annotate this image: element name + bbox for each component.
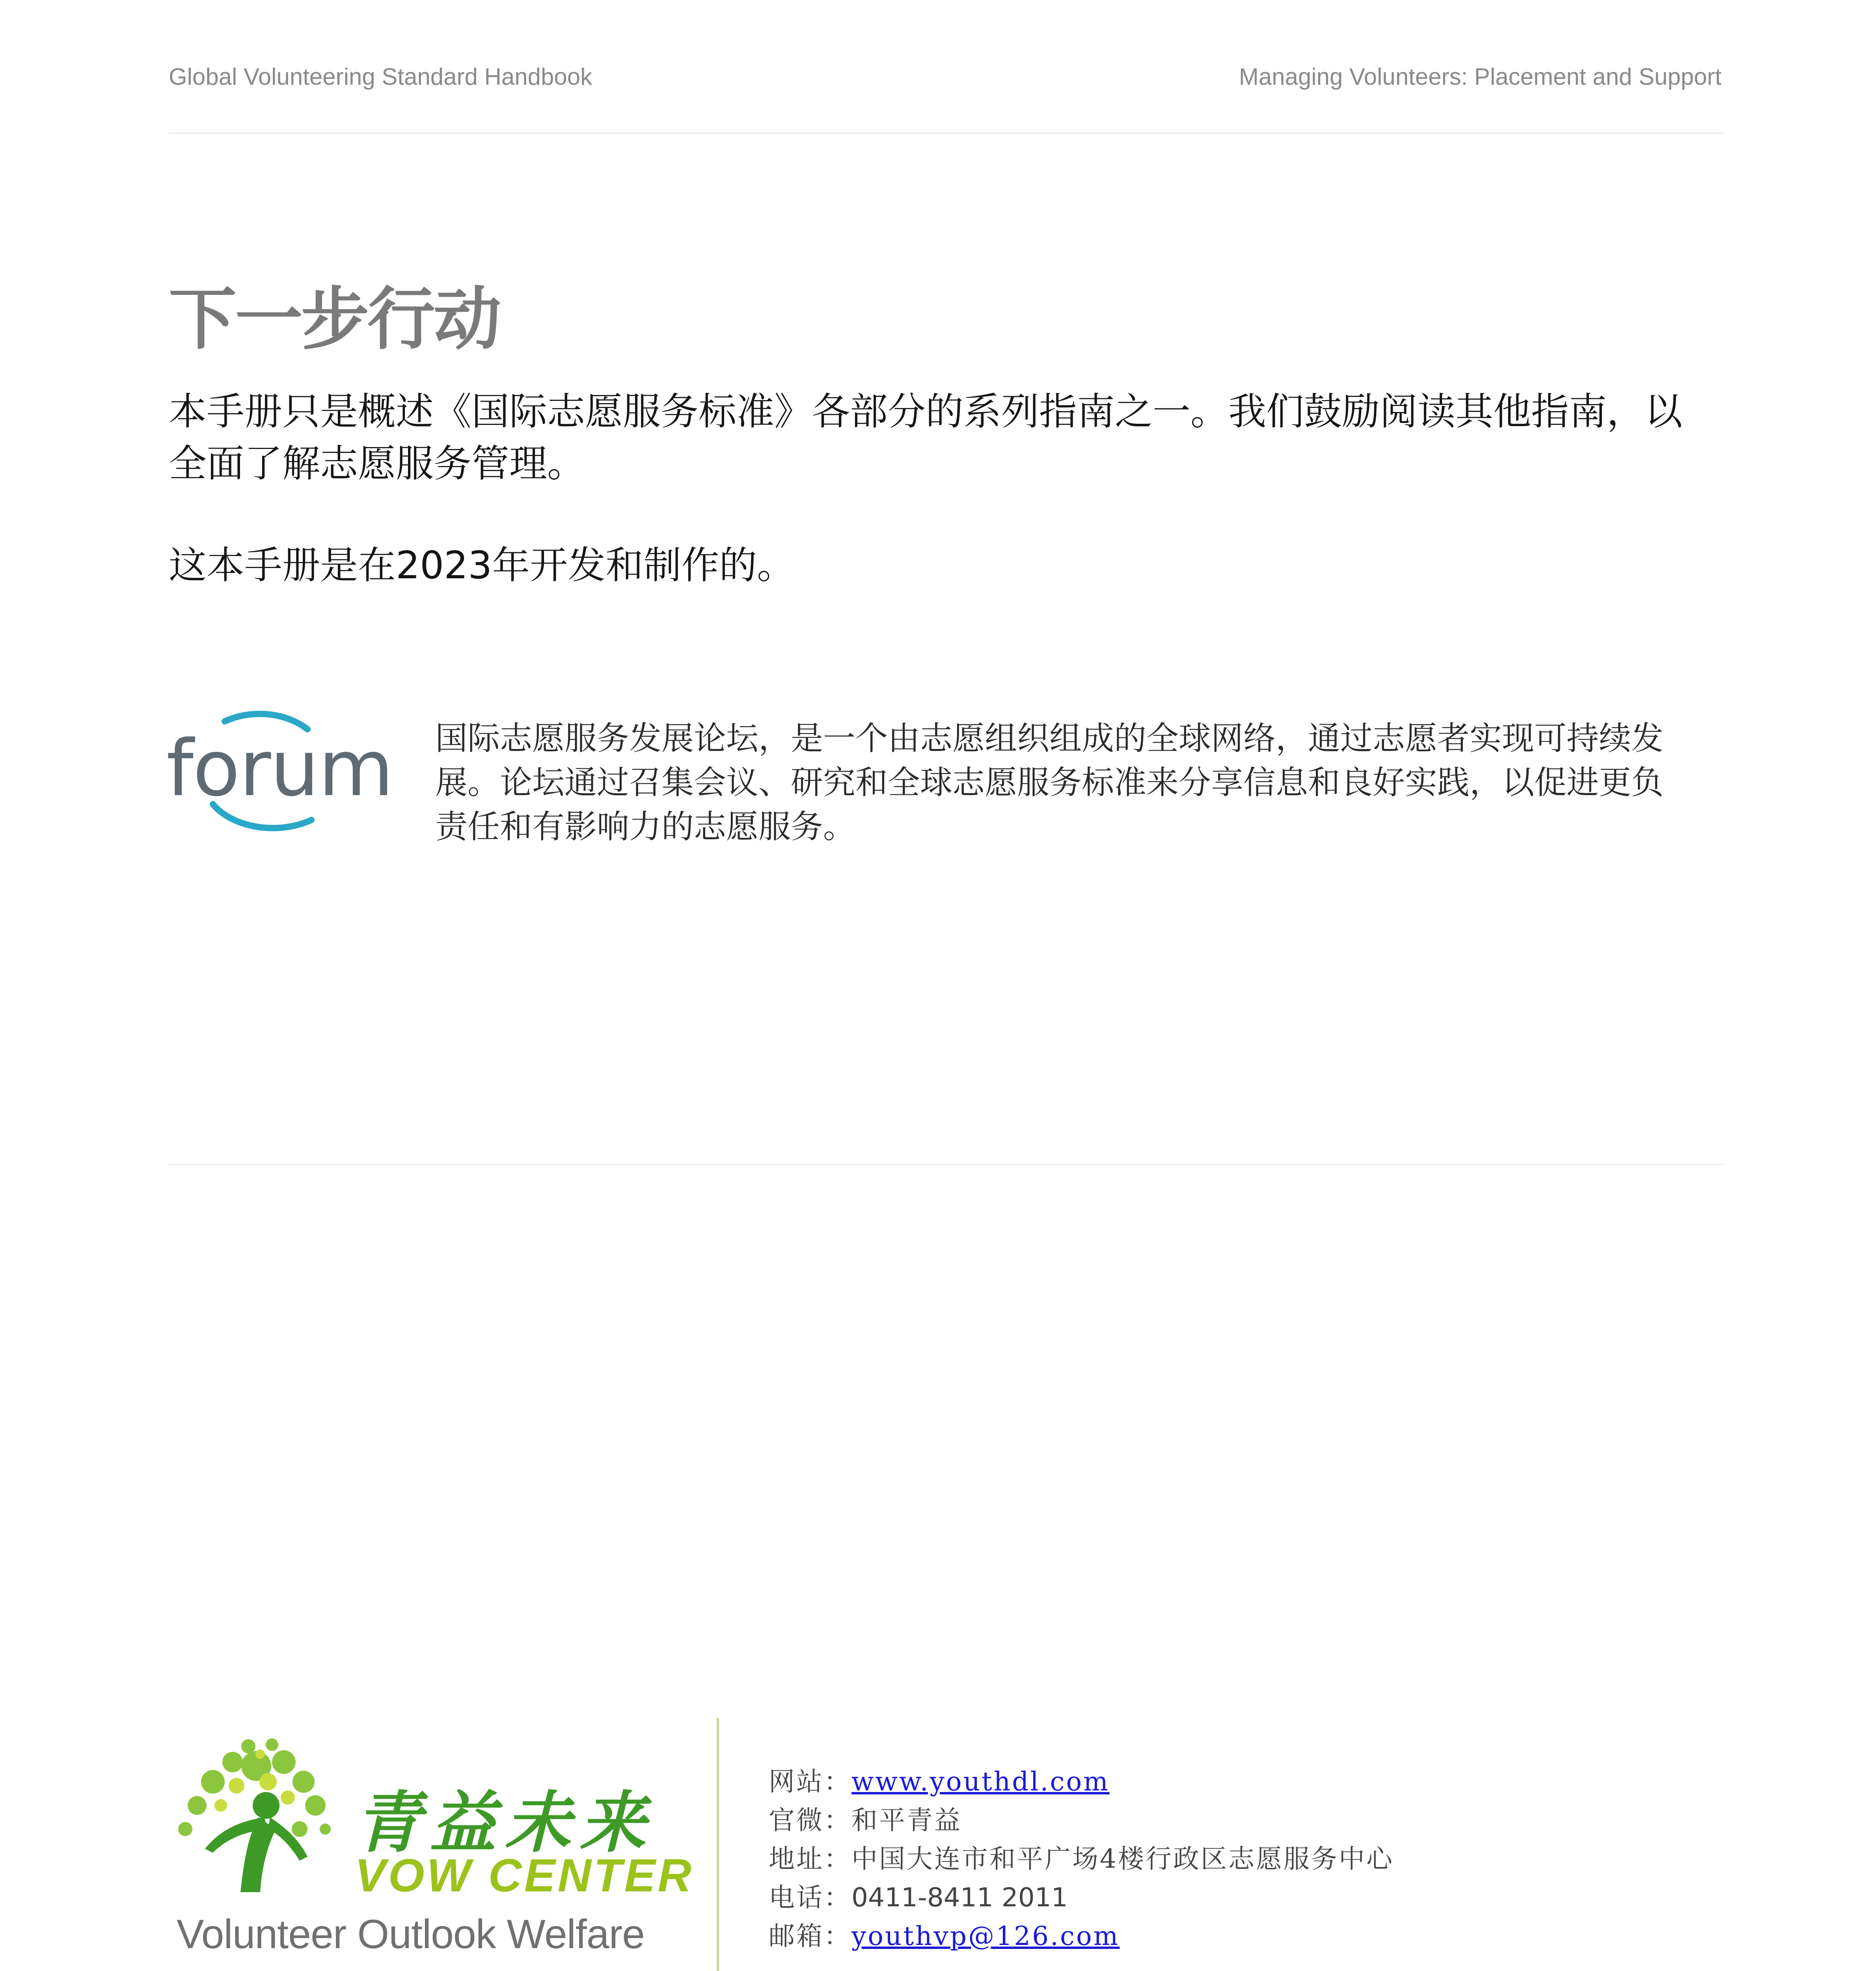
tree-figure-icon xyxy=(170,1738,343,1904)
contact-row-website xyxy=(769,1760,1394,1799)
contact-label: 官微： xyxy=(769,1805,851,1835)
website-link[interactable]: www.youthdl.com xyxy=(851,1766,1110,1797)
produced-year-text: 这本手册是在2023年开发和制作的。 xyxy=(169,543,795,587)
section-heading: 下一步行动 xyxy=(169,279,500,359)
forum-logo xyxy=(166,706,393,840)
email-link[interactable]: youthvp@126.com xyxy=(851,1921,1120,1951)
forum-logo-text: forum xyxy=(166,724,393,814)
vow-center-logo xyxy=(166,1738,694,1959)
contact-block xyxy=(769,1760,1394,1954)
vow-logo-tagline: Volunteer Outlook Welfare xyxy=(177,1911,645,1957)
contact-row-wechat xyxy=(769,1799,1394,1838)
contact-row-phone xyxy=(769,1876,1394,1915)
contact-row-address xyxy=(769,1838,1394,1876)
contact-label: 邮箱： xyxy=(769,1921,851,1951)
header-divider xyxy=(169,132,1724,134)
contact-row-email xyxy=(769,1915,1394,1954)
header-right-title: Managing Volunteers: Placement and Support xyxy=(1239,63,1721,90)
contact-value: 中国大连市和平广场4楼行政区志愿服务中心 xyxy=(851,1844,1394,1874)
section-divider xyxy=(169,1164,1724,1165)
contact-label: 网站： xyxy=(769,1766,851,1797)
contact-label: 电话： xyxy=(769,1882,851,1913)
contact-label: 地址： xyxy=(769,1844,851,1874)
intro-paragraph: 本手册只是概述《国际志愿服务标准》各部分的系列指南之一。我们鼓励阅读其他指南，以全面了解志愿服务管理。 xyxy=(169,389,1682,486)
forum-description: 国际志愿服务发展论坛，是一个由志愿组织组成的全球网络，通过志愿者实现可持续发展。论坛通过召集会议、研究和全球志愿服务标准来分享信息和良好实践，以促进更负责任和有影响力的志愿服务。 xyxy=(435,720,1664,846)
vow-logo-chinese: 青益未来 xyxy=(355,1784,654,1861)
contact-value: 0411-8411 2011 xyxy=(851,1882,1068,1913)
vow-logo-english: VOW CENTER xyxy=(355,1850,694,1902)
header-left-title: Global Volunteering Standard Handbook xyxy=(169,63,592,90)
logo-divider xyxy=(717,1718,719,1971)
contact-value: 和平青益 xyxy=(851,1805,962,1835)
